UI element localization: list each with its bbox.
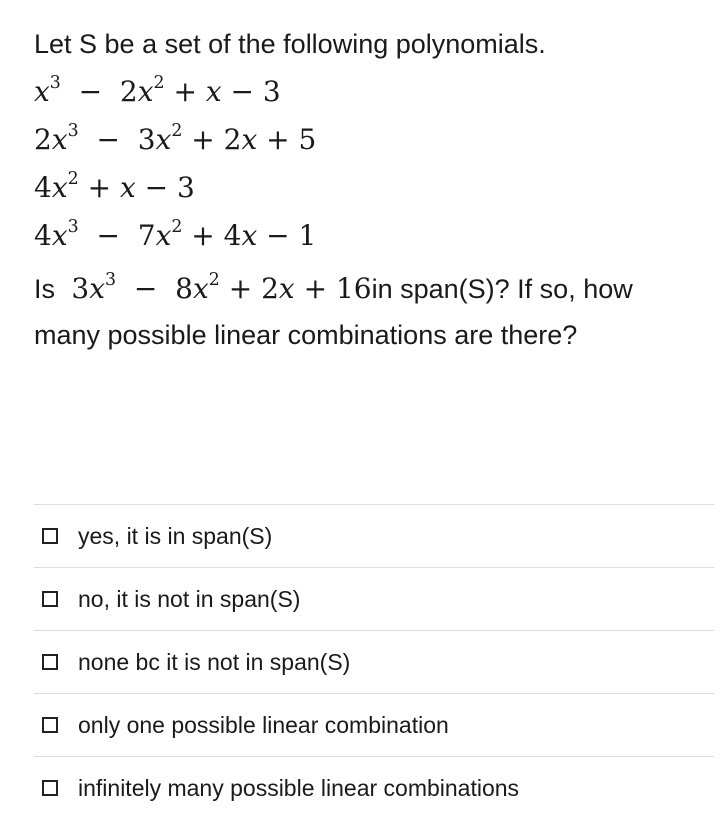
- option-no-not-in-span[interactable]: [34, 567, 714, 630]
- checkbox-icon[interactable]: [42, 717, 58, 733]
- option-label: only one possible linear combination: [78, 711, 449, 738]
- polynomial-list: [34, 68, 704, 260]
- question-intro: Let S be a set of the following polynomials.: [34, 29, 546, 59]
- answer-options: [34, 504, 714, 819]
- option-yes-in-span[interactable]: [34, 504, 714, 567]
- option-label: no, it is not in span(S): [78, 585, 301, 612]
- option-only-one-combination[interactable]: [34, 693, 714, 756]
- polynomial-2: $2x^3 - 3x^2 + 2x + 5$: [34, 120, 317, 156]
- question-suffix: in span(S)? If so, how many possible linear combinations are there?: [34, 274, 633, 350]
- target-polynomial: $3x^3 - 8x^2 + 2x + 16$: [62, 269, 372, 305]
- polynomial-1: $x^3 - 2x^2 + x - 3$: [34, 72, 281, 108]
- question-prompt: [34, 266, 704, 358]
- option-label: none bc it is not in span(S): [78, 648, 351, 675]
- polynomial-4: $4x^3 - 7x^2 + 4x - 1$: [34, 216, 317, 252]
- option-label: yes, it is in span(S): [78, 522, 273, 549]
- option-label: infinitely many possible linear combinations: [78, 774, 520, 801]
- checkbox-icon[interactable]: [42, 528, 58, 544]
- checkbox-icon[interactable]: [42, 780, 58, 796]
- checkbox-icon[interactable]: [42, 654, 58, 670]
- checkbox-icon[interactable]: [42, 591, 58, 607]
- option-none-not-in-span[interactable]: [34, 630, 714, 693]
- question-block: [34, 22, 704, 358]
- option-infinitely-many-combinations[interactable]: [34, 756, 714, 819]
- question-prefix: Is: [34, 274, 56, 304]
- polynomial-3: $4x^2 + x - 3$: [34, 168, 195, 204]
